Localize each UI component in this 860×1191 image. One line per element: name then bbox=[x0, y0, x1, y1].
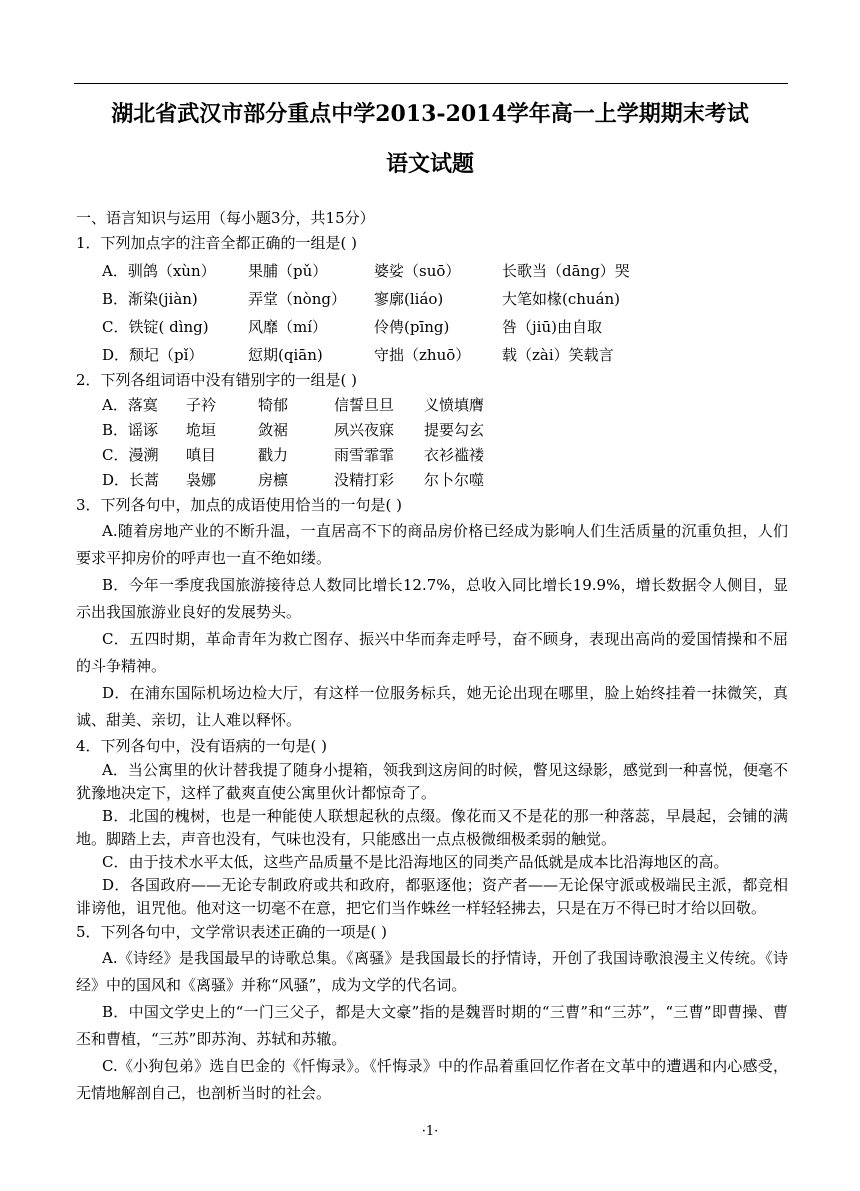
q1-option-row bbox=[76, 315, 788, 340]
q2-option-row bbox=[76, 468, 788, 493]
q1-option: 大笔如椽(chuán) bbox=[502, 290, 621, 308]
q2-option: 垝垣 bbox=[186, 421, 217, 439]
q1-option-row bbox=[76, 259, 788, 284]
q1-option: A．驯鸽（xùn） bbox=[102, 262, 216, 280]
q1-option: 风靡（mí） bbox=[248, 318, 328, 336]
q2-option: 嗔目 bbox=[186, 446, 217, 464]
q4-option-a: A．当公寓里的伙计替我提了随身小提箱，领我到这房间的时候，瞥见这绿影，感觉到一种喜悦，便毫不犹豫地决定下，这样了截爽直使公寓里伙计都惊奇了。 bbox=[76, 761, 788, 802]
q2-option-row bbox=[76, 443, 788, 468]
q2-option: D．长蒿 bbox=[102, 471, 160, 489]
q2-option: 义愤填膺 bbox=[424, 396, 485, 414]
q1-option: 弄堂（nòng） bbox=[248, 290, 346, 308]
q1-option-row bbox=[76, 287, 788, 312]
q2-option: 夙兴夜寐 bbox=[334, 421, 395, 439]
q2-option: 袅娜 bbox=[186, 471, 217, 489]
question-5-stem: 5．下列各句中，文学常识表述正确的一项是( ) bbox=[76, 923, 388, 941]
q2-option: C．漫溯 bbox=[102, 446, 159, 464]
q2-option: 提要勾玄 bbox=[424, 421, 485, 439]
q1-option: 咎（jiū)由自取 bbox=[502, 318, 602, 336]
question-1-stem: 1．下列加点字的注音全都正确的一组是( ) bbox=[76, 234, 358, 252]
question-3-stem: 3．下列各句中，加点的成语使用恰当的一句是( ) bbox=[76, 496, 403, 514]
q5-option-a: A.《诗经》是我国最早的诗歌总集。《离骚》是我国最长的抒情诗，开创了我国诗歌浪漫主义传统。《诗经》中的国风和《离骚》并称“风骚”，成为文学的代名词。 bbox=[76, 949, 788, 994]
q2-option-row bbox=[76, 418, 788, 443]
q5-option-b: B．中国文学史上的“一门三父子，都是大文豪”指的是魏晋时期的“三曹”和“三苏”，“三曹”即曹操、曹丕和曹植，“三苏”即苏洵、苏轼和苏辙。 bbox=[76, 1003, 788, 1048]
q2-option: 戳力 bbox=[258, 446, 289, 464]
q1-option: 守拙（zhuō） bbox=[374, 346, 471, 364]
q5-option-c: C.《小狗包弟》选自巴金的《忏悔录》。《忏悔录》中的作品着重回忆作者在文革中的遭遇和内心感受，无情地解剖自己，也剖析当时的社会。 bbox=[76, 1057, 788, 1102]
q1-option: D．颓圮（pǐ） bbox=[102, 346, 204, 364]
q1-option: 载（zài）笑载言 bbox=[502, 346, 614, 364]
q2-option-row bbox=[76, 393, 788, 418]
exam-content bbox=[76, 206, 788, 1107]
q2-option: 敛裾 bbox=[258, 421, 289, 439]
q2-option: 雨雪霏霏 bbox=[334, 446, 395, 464]
q3-option-b: B．今年一季度我国旅游接待总人数同比增长12.7%，总收入同比增长19.9%，增长数据令人侧目，显示出我国旅游业良好的发展势头。 bbox=[76, 576, 788, 621]
q1-option: 寥廓(liáo) bbox=[374, 290, 444, 308]
q2-option: 信誓旦旦 bbox=[334, 396, 395, 414]
q2-option: B．谣诼 bbox=[102, 421, 159, 439]
q1-option: B．渐染(jiàn) bbox=[102, 290, 198, 308]
section-heading: 一、语言知识与运用（每小题3分，共15分） bbox=[76, 209, 375, 227]
q1-option: 愆期(qiān) bbox=[248, 346, 323, 364]
page-number: ·1· bbox=[421, 1124, 439, 1139]
q2-option: 犄郁 bbox=[258, 396, 289, 414]
q2-option: 尔卜尔噬 bbox=[424, 471, 485, 489]
q4-option-b: B．北国的槐树，也是一种能使人联想起秋的点缀。像花而又不是花的那一种落蕊，早晨起，会铺的满地。脚踏上去，声音也没有，气味也没有，只能感出一点点极微细极柔弱的触觉。 bbox=[76, 807, 788, 848]
q1-option: C．铁锭( dìng) bbox=[102, 318, 209, 336]
q2-option: 衣衫褴褛 bbox=[424, 446, 485, 464]
q3-option-a: A.随着房地产业的不断升温，一直居高不下的商品房价格已经成为影响人们生活质量的沉重负担，人们要求平抑房价的呼声也一直不绝如缕。 bbox=[76, 522, 788, 567]
q3-option-c: C．五四时期，革命青年为救亡图存、振兴中华而奔走呼号，奋不顾身，表现出高尚的爱国情操和不屈的斗争精神。 bbox=[76, 630, 788, 675]
q2-option: 子衿 bbox=[186, 396, 217, 414]
q1-option: 长歌当（dāng）哭 bbox=[502, 262, 630, 280]
question-4-stem: 4．下列各句中，没有语病的一句是( ) bbox=[76, 737, 328, 755]
q1-option: 伶俜(pīng) bbox=[374, 318, 450, 336]
q1-option: 果脯（pǔ） bbox=[248, 262, 328, 280]
page-subtitle: 语文试题 bbox=[385, 151, 474, 177]
q1-option-row bbox=[76, 343, 788, 368]
question-2-stem: 2．下列各组词语中没有错别字的一组是( ) bbox=[76, 371, 358, 389]
q2-option: A．落寞 bbox=[102, 396, 158, 414]
q3-option-d: D．在浦东国际机场边检大厅，有这样一位服务标兵，她无论出现在哪里，脸上始终挂着一抹微笑，真诚、甜美、亲切，让人难以释怀。 bbox=[76, 684, 788, 729]
q2-option: 房檩 bbox=[258, 471, 289, 489]
header-rule bbox=[74, 83, 788, 84]
q2-option: 没精打彩 bbox=[334, 471, 395, 489]
page-title: 湖北省武汉市部分重点中学2013-2014学年高一上学期期末考试 bbox=[111, 101, 749, 127]
q4-option-c: C．由于技术水平太低，这些产品质量不是比沿海地区的同类产品低就是成本比沿海地区的高。 bbox=[102, 853, 729, 871]
q1-option: 婆娑（suō） bbox=[374, 262, 461, 280]
q4-option-d: D．各国政府——无论专制政府或共和政府，都驱逐他；资产者——无论保守派或极端民主派，都竞相诽谤他，诅咒他。他对这一切毫不在意，把它们当作蛛丝一样轻轻拂去，只是在万不得已时才给以回敬。 bbox=[76, 876, 788, 917]
